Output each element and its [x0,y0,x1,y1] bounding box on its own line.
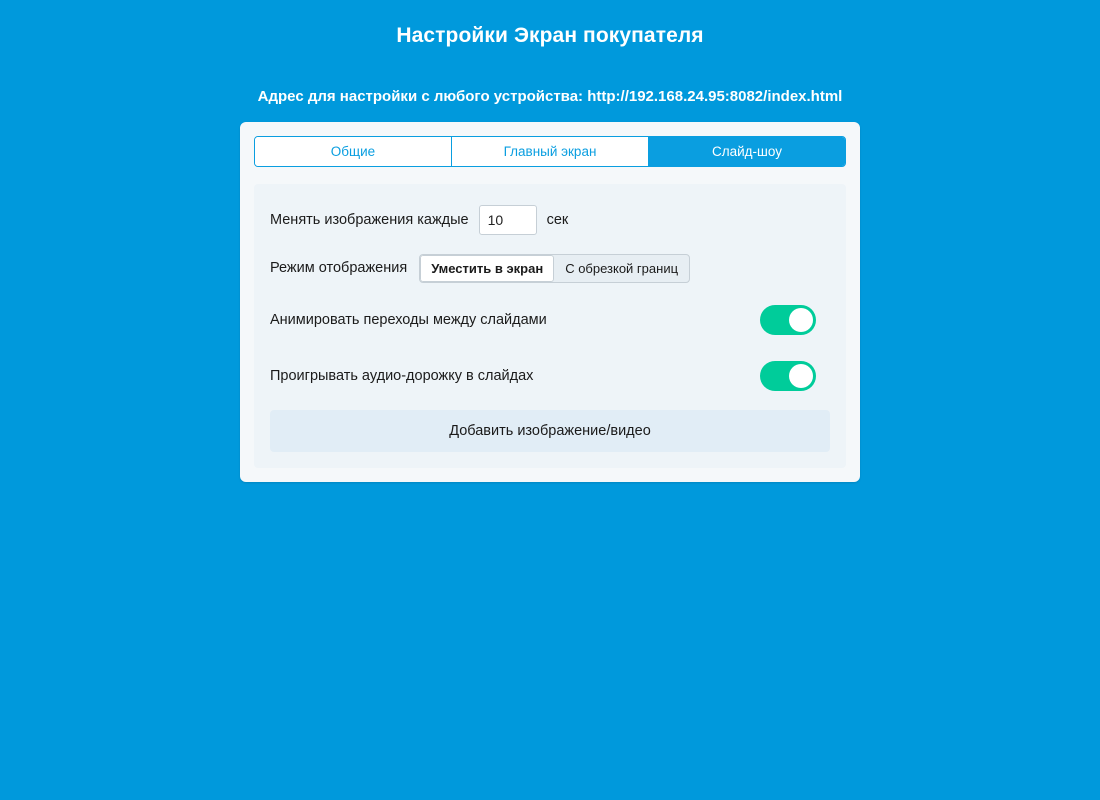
display-mode-segmented-control [419,254,690,283]
animate-transitions-row [270,298,830,342]
setup-address-url[interactable]: http://192.168.24.95:8082/index.html [587,88,843,105]
interval-label: Менять изображения каждые [270,212,469,228]
interval-row [270,202,830,238]
setup-address-line [0,88,1100,105]
toggle-knob-icon [789,364,813,388]
tab-obshchie[interactable]: Общие [255,137,452,166]
display-mode-label: Режим отображения [270,260,408,276]
setup-address-label: Адрес для настройки с любого устройства: [257,88,584,105]
add-media-button[interactable]: Добавить изображение/видео [270,410,830,452]
toggle-knob-icon [789,308,813,332]
settings-card [240,122,860,482]
slideshow-panel [254,184,846,468]
settings-tabs [254,136,846,167]
play-audio-row [270,354,830,398]
tab-glavnyy-ekran[interactable]: Главный экран [452,137,649,166]
display-mode-row [270,250,830,286]
animate-transitions-label: Анимировать переходы между слайдами [270,312,547,328]
interval-input[interactable] [479,205,537,235]
display-mode-fit-button[interactable]: Уместить в экран [420,255,554,282]
interval-unit-label: сек [546,212,569,228]
play-audio-toggle[interactable] [760,361,816,391]
tab-slayd-shou[interactable]: Слайд-шоу [649,137,845,166]
play-audio-label: Проигрывать аудио-дорожку в слайдах [270,368,534,384]
animate-transitions-toggle[interactable] [760,305,816,335]
display-mode-crop-button[interactable]: С обрезкой границ [554,255,689,282]
page-title: Настройки Экран покупателя [396,24,704,47]
